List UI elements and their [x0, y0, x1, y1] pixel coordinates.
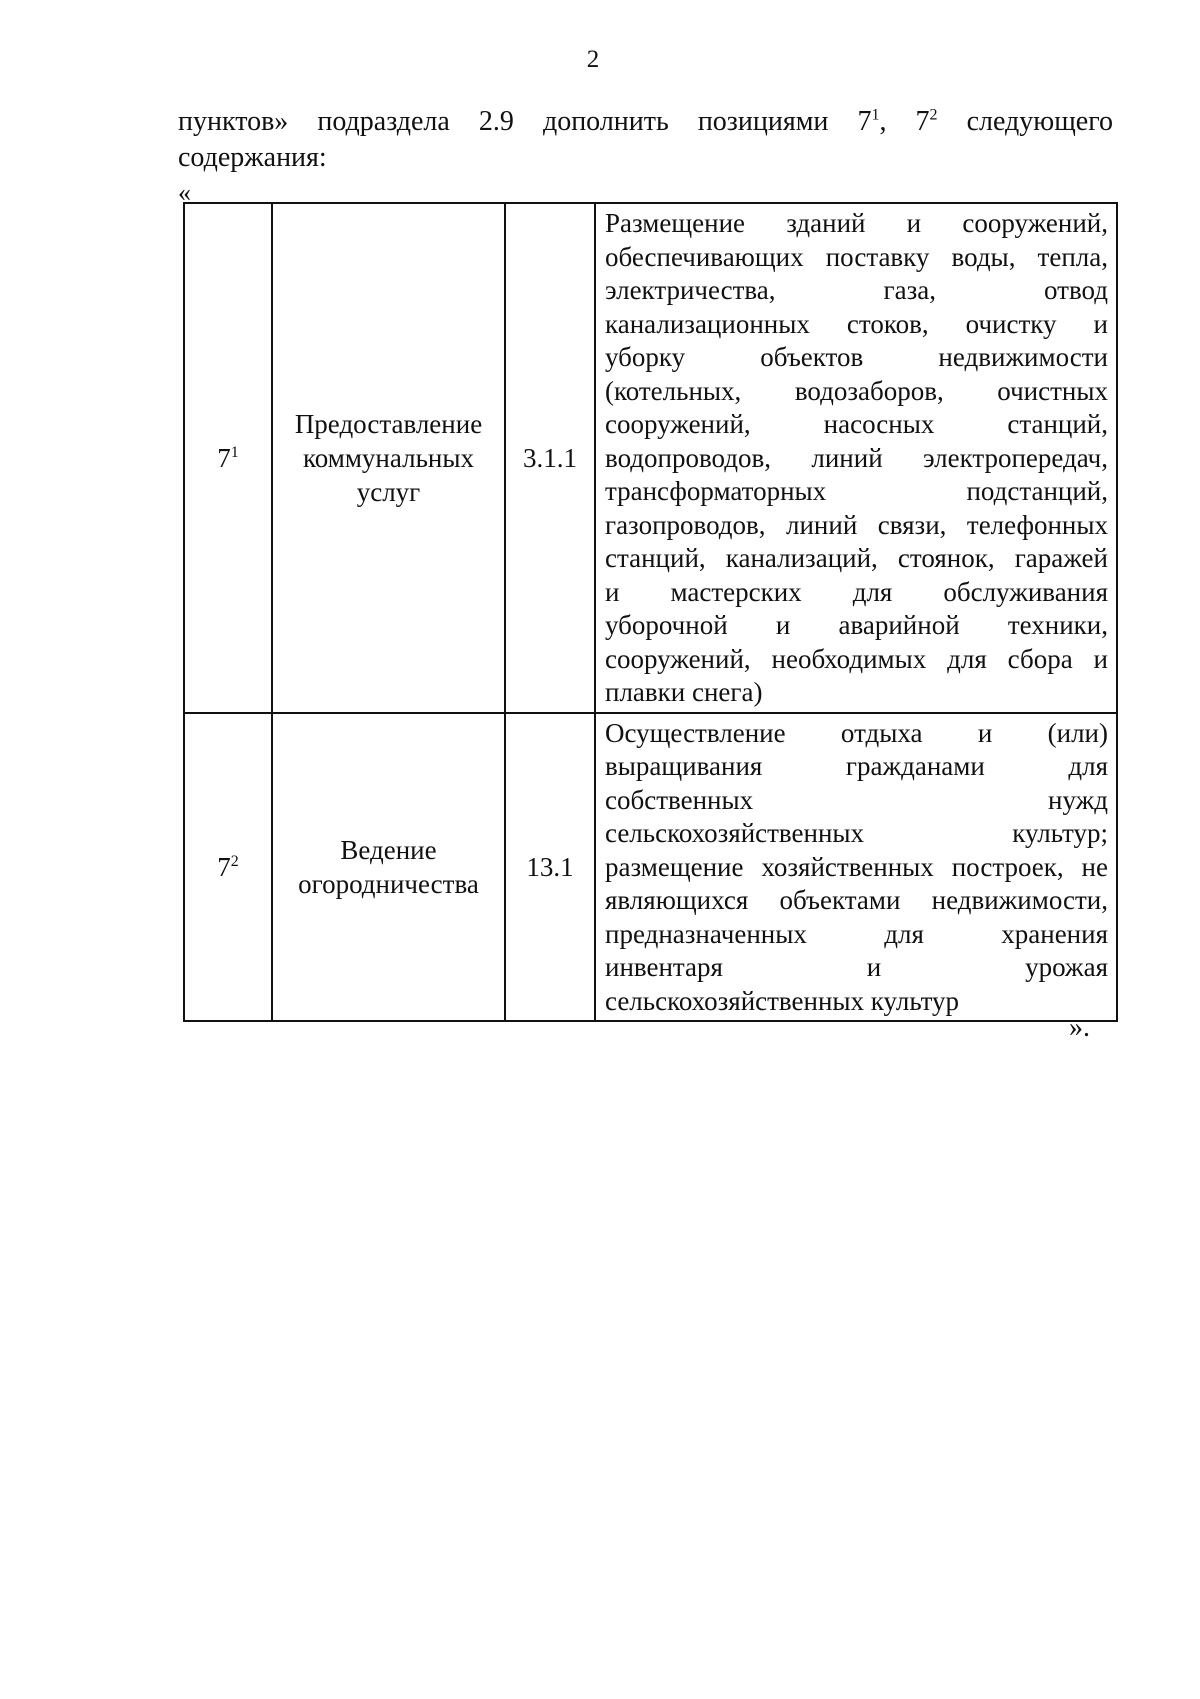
description-line: сельскохозяйственных культур [605, 985, 960, 1016]
description-line: трансформаторных подстанций, [605, 476, 1108, 506]
description-line: (котельных, водозаборов, очистных [605, 375, 1108, 406]
description-line: плавки снега) [605, 677, 763, 707]
position-number-superscript: 2 [230, 852, 239, 870]
positions-table [183, 202, 1118, 1022]
description-line: уборочной и аварийной техники, [605, 610, 1108, 640]
intro-paragraph [178, 104, 1113, 176]
land-use-code: 13.1 [505, 713, 595, 1022]
land-use-name-line: Предоставление [294, 408, 483, 439]
land-use-name-line: услуг [356, 476, 421, 507]
position-number-superscript: 1 [230, 443, 239, 461]
intro-text-a: пунктов» подраздела 2.9 дополнить позициями 7 [178, 106, 872, 137]
table-row [184, 713, 1117, 1022]
description-line: сооружений, необходимых для сбора и [605, 643, 1108, 674]
intro-line-2: содержания: [178, 142, 327, 173]
land-use-name-line: Ведение [340, 834, 437, 865]
intro-superscript-1: 1 [871, 106, 880, 124]
description-line: собственных нужд [605, 784, 1108, 815]
description-line: станций, канализаций, стоянок, гаражей [605, 543, 1108, 573]
position-number-base: 7 [217, 851, 231, 882]
position-number-base: 7 [217, 442, 231, 473]
description-line: являющихся объектами недвижимости, [605, 885, 1108, 915]
description-line: сельскохозяйственных культур; [605, 818, 1108, 848]
land-use-description [595, 203, 1117, 713]
description-line: уборку объектов недвижимости [605, 342, 1108, 372]
table-row [184, 203, 1117, 713]
land-use-name [272, 713, 505, 1022]
description-line: сооружений, насосных станций, [605, 409, 1108, 439]
position-number [184, 203, 272, 713]
land-use-description [595, 713, 1117, 1022]
intro-text-b: , 7 [879, 106, 930, 137]
description-line: инвентаря и урожая [605, 952, 1108, 982]
description-line: выращивания гражданами для [605, 751, 1108, 781]
land-use-name-line: коммунальных [303, 442, 474, 473]
description-line: водопроводов, линий электропередач, [605, 442, 1108, 473]
description-line: канализационных стоков, очистку и [605, 308, 1108, 339]
description-line: Размещение зданий и сооружений, [605, 208, 1108, 238]
description-line: газопроводов, линий связи, телефонных [605, 509, 1108, 540]
page-number: 2 [586, 46, 600, 73]
intro-line-1 [178, 104, 1113, 140]
intro-text-c: следующего [937, 106, 1113, 137]
closing-quote: ». [1069, 1012, 1090, 1043]
description-line: Осуществление отдыха и (или) [605, 717, 1108, 748]
description-line: и мастерских для обслуживания [605, 576, 1108, 607]
description-line: предназначенных для хранения [605, 918, 1108, 949]
land-use-code: 3.1.1 [505, 203, 595, 713]
land-use-name-line: огородничества [298, 868, 479, 899]
description-line: размещение хозяйственных построек, не [605, 851, 1108, 882]
description-line: электричества, газа, отвод [605, 275, 1108, 305]
land-use-name [272, 203, 505, 713]
description-line: обеспечивающих поставку воды, тепла, [605, 241, 1108, 272]
intro-superscript-2: 2 [929, 106, 938, 124]
opening-quote: « [178, 178, 191, 207]
position-number [184, 713, 272, 1022]
